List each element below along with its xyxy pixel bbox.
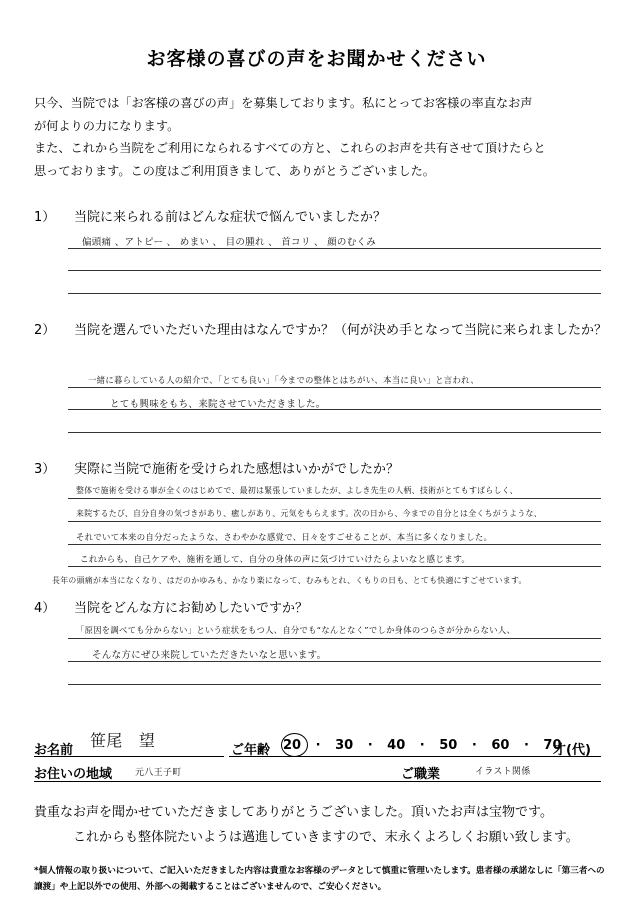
- answer-line: 一緒に暮らしている人の紹介で、「とても良い」「今までの整体とはちがい、本当に良い」と言われ、: [88, 375, 479, 385]
- question-number: 1）: [34, 210, 56, 225]
- intro-line: 只今、当院では「お客様の喜びの声」を募集しております。私にとってお客様の率直なお声: [34, 96, 533, 110]
- age-underline: [229, 756, 601, 757]
- answer-rule: [68, 432, 601, 433]
- answer-line: 来院するたび、自分自身の気づきがあり、癒しがあり、元気をもらえます。次の日から、今までの自分とは全くちがうような、: [76, 509, 542, 518]
- intro-line: 思っております。この度はご利用頂きまして、ありがとうございました。: [34, 163, 435, 178]
- answer-line: 長年の頭痛が本当になくなり、はだのかゆみも、かなり楽になって、むみもとれ、くもりの日も、とても快適にすごせています。: [52, 576, 527, 585]
- name-value[interactable]: 笹尾 望: [90, 731, 156, 750]
- question-text: 当院をどんな方にお勧めしたいですか？: [74, 601, 309, 616]
- answer-line: そんな方にぜひ来院していただきたいなと思います。: [92, 650, 327, 661]
- age-suffix: 才(代): [553, 743, 591, 758]
- answer-rule: [68, 566, 601, 567]
- answer-rule: [68, 409, 601, 410]
- intro-text: [34, 92, 609, 182]
- answer-line: とても興味をもち、来院させていただきました。: [110, 399, 326, 410]
- answer-rule: [68, 684, 601, 685]
- job-value[interactable]: イラスト関係: [475, 767, 531, 777]
- thanks-line: これからも整体院たいようは邁進していきますので、末永くよろしくお願い致します。: [73, 830, 579, 845]
- question-number: 3）: [34, 462, 56, 477]
- intro-line: また、これから当院をご利用になられるすべての方と、これらのお声を共有させて頂けたらと: [34, 141, 546, 155]
- page-title: お客様の喜びの声をお聞かせください: [146, 48, 487, 70]
- area-label: お住いの地域: [34, 767, 113, 782]
- age-label: ご年齢: [231, 743, 271, 758]
- job-label: ご職業: [401, 767, 441, 782]
- answer-rule: [68, 661, 601, 662]
- area-underline: [34, 781, 601, 782]
- question-text: 当院に来られる前はどんな症状で悩んでいましたか？: [74, 210, 387, 225]
- name-label: お名前: [34, 743, 74, 758]
- age-options[interactable]: 20 · 30 · 40 · 50 · 60 · 70: [283, 738, 562, 753]
- question-number: 2）: [34, 323, 56, 338]
- answer-line: それでいて本来の自分だったような、さわやかな感覚で、日々をすごせることが、本当に多くなりました。: [76, 532, 493, 542]
- answer-line: これからも、自己ケアや、施術を通して、自分の身体の声に気づけていけたらよいなと感じます。: [80, 555, 471, 565]
- answer-rule: [68, 293, 601, 294]
- privacy-note: *個人情報の取り扱いについて、ご記入いただきました内容は貴重なお客様のデータとして慎重に管理いたします。患者様の承諾なしに「第三者への譲渡」や上記以外での使用、外部への掲載することはございませんので、ご安心ください。: [34, 866, 605, 892]
- answer-rule: [68, 498, 601, 499]
- answer-rule: [68, 638, 601, 639]
- question-text: 当院を選んでいただいた理由はなんですか？（何が決め手となって当院に来られましたか？: [74, 323, 608, 338]
- answer-rule: [68, 521, 601, 522]
- answer-line: 偏頭痛 、アトピー 、 めまい 、 目の腫れ 、 首コリ 、 顔のむくみ: [82, 237, 377, 248]
- answer-rule: [68, 270, 601, 271]
- intro-line: が何よりの力になります。: [34, 118, 180, 133]
- answer-line: 「原因を調べても分からない」という症状をもつ人、自分でも“なんとなく”でしか身体のつらさが分からない人、: [76, 625, 516, 635]
- name-underline: [34, 756, 224, 757]
- answer-line: 整体で施術を受ける事が全くのはじめてで、最初は緊張していましたが、よしき先生の人柄、技術がとてもすばらしく、: [76, 486, 518, 495]
- area-value[interactable]: 元八王子町: [135, 768, 182, 778]
- answer-rule: [68, 248, 601, 249]
- question-number: 4）: [34, 601, 56, 616]
- question-text: 実際に当院で施術を受けられた感想はいかがでしたか？: [74, 462, 400, 477]
- answer-rule: [68, 387, 601, 388]
- answer-rule: [68, 544, 601, 545]
- thanks-line: 貴重なお声を聞かせていただきましてありがとうございました。頂いたお声は宝物です。: [34, 805, 553, 820]
